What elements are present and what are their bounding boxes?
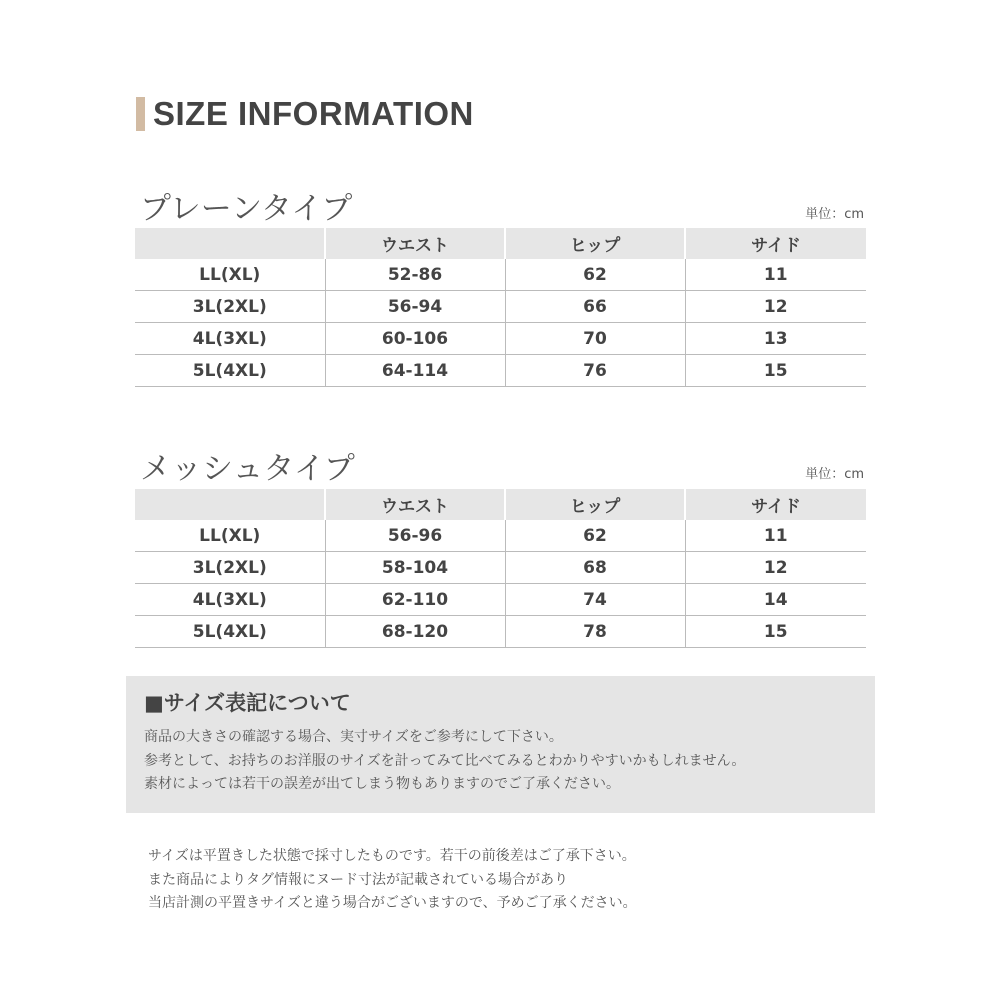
side-value: 14 <box>685 584 866 616</box>
side-value: 15 <box>685 616 866 648</box>
column-header-side: サイド <box>685 489 866 520</box>
size-label: 5L(4XL) <box>135 355 325 387</box>
table-row <box>135 584 866 616</box>
hip-value: 66 <box>505 291 685 323</box>
hip-value: 70 <box>505 323 685 355</box>
size-label: 3L(2XL) <box>135 552 325 584</box>
size-label: 5L(4XL) <box>135 616 325 648</box>
hip-value: 62 <box>505 259 685 291</box>
table-row <box>135 520 866 552</box>
mesh-type-unit: 単位：cm <box>805 467 864 482</box>
waist-value: 56-96 <box>325 520 505 552</box>
hip-value: 68 <box>505 552 685 584</box>
size-label: 3L(2XL) <box>135 291 325 323</box>
footnote-line: サイズは平置きした状態で採寸したものです。若干の前後差はご了承下さい。 <box>148 848 636 864</box>
note-line: 参考として、お持ちのお洋服のサイズを計ってみて比べてみるとわかりやすいかもしれません。 <box>144 752 746 769</box>
size-label: 4L(3XL) <box>135 323 325 355</box>
table-row <box>135 259 866 291</box>
hip-value: 78 <box>505 616 685 648</box>
side-value: 15 <box>685 355 866 387</box>
waist-value: 64-114 <box>325 355 505 387</box>
hip-value: 76 <box>505 355 685 387</box>
column-header-waist: ウエスト <box>325 228 505 259</box>
column-header-hip: ヒップ <box>505 489 685 520</box>
note-body <box>144 726 745 797</box>
table-header-row <box>135 489 866 520</box>
waist-value: 62-110 <box>325 584 505 616</box>
hip-value: 74 <box>505 584 685 616</box>
mesh-type-size-table <box>135 489 866 648</box>
table-row <box>135 323 866 355</box>
page-header <box>136 96 474 132</box>
waist-value: 58-104 <box>325 552 505 584</box>
column-header-waist: ウエスト <box>325 489 505 520</box>
hip-value: 62 <box>505 520 685 552</box>
page-title: SIZE INFORMATION <box>153 95 474 132</box>
size-label: LL(XL) <box>135 259 325 291</box>
note-line: 商品の大きさの確認する場合、実寸サイズをご参考にして下さい。 <box>144 729 563 745</box>
column-header-hip: ヒップ <box>505 228 685 259</box>
plain-type-size-table <box>135 228 866 387</box>
waist-value: 56-94 <box>325 291 505 323</box>
plain-type-unit: 単位：cm <box>805 207 864 222</box>
table-row <box>135 552 866 584</box>
size-label: LL(XL) <box>135 520 325 552</box>
plain-type-title: プレーンタイプ <box>140 191 353 227</box>
column-header <box>135 228 325 259</box>
footnote-line: また商品によりタグ情報にヌード寸法が記載されている場合があり <box>148 871 568 888</box>
note-line: 素材によっては若干の誤差が出てしまう物もありますのでご了承ください。 <box>144 776 620 792</box>
side-value: 11 <box>685 259 866 291</box>
table-row <box>135 616 866 648</box>
waist-value: 52-86 <box>325 259 505 291</box>
size-notation-note <box>126 676 875 813</box>
header-accent-bar <box>136 97 145 131</box>
table-row <box>135 355 866 387</box>
waist-value: 68-120 <box>325 616 505 648</box>
footnote-line: 当店計測の平置きサイズと違う場合がございますので、予めご了承ください。 <box>148 895 637 911</box>
side-value: 11 <box>685 520 866 552</box>
side-value: 12 <box>685 552 866 584</box>
side-value: 12 <box>685 291 866 323</box>
table-header-row <box>135 228 866 259</box>
size-label: 4L(3XL) <box>135 584 325 616</box>
side-value: 13 <box>685 323 866 355</box>
measurement-footnote <box>148 845 637 916</box>
column-header <box>135 489 325 520</box>
waist-value: 60-106 <box>325 323 505 355</box>
table-row <box>135 291 866 323</box>
mesh-type-title: メッシュタイプ <box>140 451 355 487</box>
column-header-side: サイド <box>685 228 866 259</box>
note-title: ■サイズ表記について <box>144 691 351 715</box>
